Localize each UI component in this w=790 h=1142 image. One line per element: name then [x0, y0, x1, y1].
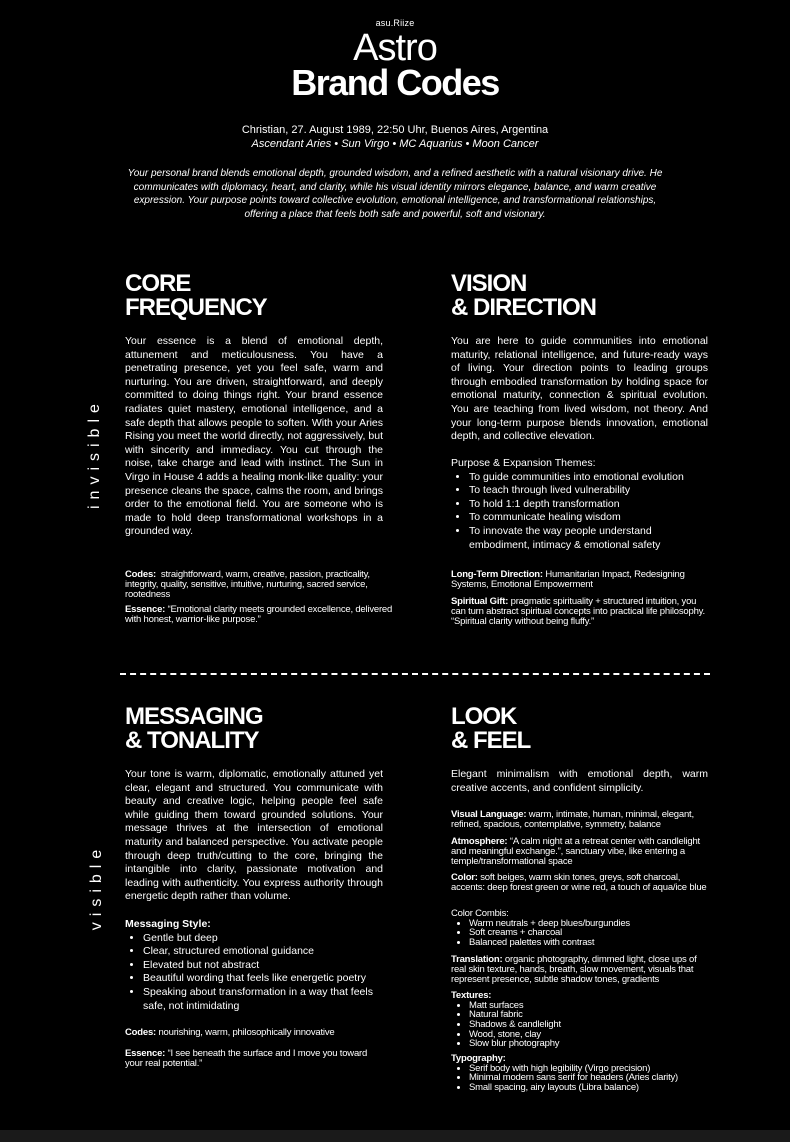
list-item: • Clear, structured emotional guidance	[143, 945, 385, 959]
messaging-tonality-title: MESSAGING & TONALITY	[125, 703, 263, 754]
list-item: • Soft creams + charcoal	[469, 928, 713, 938]
color-combis-list	[451, 919, 713, 948]
themes-list	[451, 471, 708, 553]
brand-name: asu.Riize	[375, 18, 415, 28]
themes-label: Purpose & Expansion Themes:	[451, 457, 596, 469]
textures-list	[451, 1001, 713, 1049]
list-item: • Beautiful wording that feels like energetic poetry	[143, 972, 385, 986]
color-combis: Color Combis: • Warm neutrals + deep blues/burgundies • Soft creams + charcoal • Balanced palettes with contrast	[451, 909, 713, 948]
messaging-essence: Essence: “I see beneath the surface and I move you toward your real potential.”	[125, 1048, 368, 1069]
visual-language: Visual Language: warm, intimate, human, minimal, elegant, refined, spacious, contemplative, symmetry, balance	[451, 809, 694, 830]
core-frequency-title: CORE FREQUENCY	[125, 270, 267, 321]
side-label-invisible: invisible	[86, 398, 103, 509]
bottom-strip	[0, 1130, 790, 1142]
typography-list	[451, 1064, 713, 1093]
messaging-style	[125, 918, 385, 1013]
list-item: • Matt surfaces	[469, 1001, 713, 1011]
list-item: • Speaking about transformation in a way that feels safe, not intimidating	[143, 986, 385, 1013]
look-feel-title: LOOK & FEEL	[451, 703, 531, 754]
list-item: • Elevated but not abstract	[143, 959, 385, 973]
core-essence: Essence: “Emotional clarity meets grounded excellence, delivered with honest, warrior-like purpose.”	[125, 604, 393, 625]
list-item: • To teach through lived vulnerability	[469, 484, 708, 498]
vision-body: You are here to guide communities into emotional maturity, relational intelligence, and future-ready ways of living. Your direction points to leading groups through embodied transformation by holding space for emotional maturity, connection & spiritual evolution. You are teaching from lived wisdom, not theory. And your long-term purpose blends innovation, emotional depth, and collective elevation.	[451, 335, 708, 443]
astro-signs: Ascendant Aries • Sun Virgo • MC Aquarius • Moon Cancer	[251, 138, 539, 150]
messaging-style-list	[125, 932, 385, 1014]
color: Color: soft beiges, warm skin tones, greys, soft charcoal, accents: deep forest green or wine red, a touch of aqua/ice blue	[451, 872, 707, 893]
messaging-codes: Codes: nourishing, warm, philosophically innovative	[125, 1027, 335, 1038]
spiritual-gift: Spiritual Gift: pragmatic spirituality + structured intuition, you can turn abstract spiritual concepts into practical life philosophy. “Spiritual clarity without being fluffy.”	[451, 596, 705, 627]
list-item: • Gentle but deep	[143, 932, 385, 946]
list-item: • Slow blur photography	[469, 1039, 713, 1049]
messaging-style-label: Messaging Style:	[125, 918, 211, 930]
side-label-visible: visible	[88, 843, 105, 931]
vision-themes	[451, 457, 708, 552]
list-item: • Minimal modern sans serif for headers (Aries clarity)	[469, 1073, 713, 1083]
translation: Translation: organic photography, dimmed light, close ups of real skin texture, hands, breath, slow movement, visuals that represent presence, subtle shadow tones, gradients	[451, 954, 697, 985]
messaging-body: Your tone is warm, diplomatic, emotionally attuned yet clear, elegant and structured. You communicate with beauty and creative logic, helping people feel safe while guiding them toward grounded solutions. Your message thrives at the intersection of emotional maturity and balanced perspective. You activate people through deep truth/cutting to the core, bringing the intangible into clarity, passionate motivation and leading with authenticity. You express authority through energetic depth rather than volume.	[125, 768, 383, 903]
vision-direction-title: VISION & DIRECTION	[451, 270, 596, 321]
look-body: Elegant minimalism with emotional depth, warm creative accents, and confident simplicity.	[451, 768, 708, 794]
dashed-divider	[120, 673, 710, 675]
list-item: • Warm neutrals + deep blues/burgundies	[469, 919, 713, 929]
list-item: • To hold 1:1 depth transformation	[469, 498, 708, 512]
list-item: • Shadows & candlelight	[469, 1020, 713, 1030]
list-item: • To guide communities into emotional evolution	[469, 471, 708, 485]
textures: Textures: • Matt surfaces • Natural fabric • Shadows & candlelight • Wood, stone, clay • Slow blur photography	[451, 991, 713, 1049]
title-astro: Astro	[353, 27, 437, 69]
intro-paragraph: Your personal brand blends emotional depth, grounded wisdom, and a refined aesthetic with a natural visionary drive. He communicates with diplomacy, heart, and clarity, while his visual identity mirrors elegance, balance, and warm creative expression. Your purpose points toward collective evolution, emotional intelligence, and transformational relationships, offering a place that feels both safe and powerful, soft and visionary.	[127, 168, 663, 220]
list-item: • Natural fabric	[469, 1010, 713, 1020]
list-item: • Wood, stone, clay	[469, 1030, 713, 1040]
title-brand-codes: Brand Codes	[291, 62, 499, 103]
list-item: • Serif body with high legibility (Virgo precision)	[469, 1064, 713, 1074]
list-item: • To innovate the way people understand embodiment, intimacy & emotional safety	[469, 525, 708, 552]
birth-info: Christian, 27. August 1989, 22:50 Uhr, Buenos Aires, Argentina	[241, 124, 549, 136]
typography: Typography: • Serif body with high legibility (Virgo precision) • Minimal modern sans serif for headers (Aries clarity) • Small spacing, airy layouts (Libra balance)	[451, 1054, 713, 1093]
core-frequency-body: Your essence is a blend of emotional depth, attunement and meticulousness. You have a penetrating presence, yet you feel safe, warm and nurturing. You are driven, straightforward, and deeply committed to doing things right. Your brand essence radiates quiet mastery, emotional intelligence, and a safe depth that allows people to soften. With your Aries Rising you meet the world directly, not aggressively, but with sincerity and immediacy. You cut through the noise, take charge and lead with instinct. The Sun in Virgo in House 4 adds a healing monk-like quality: your presence cleans the space, calms the room, and brings order to the emotional field. You are someone who is made to hold deep transformational workshops in a grounded way.	[125, 335, 383, 538]
list-item: • To communicate healing wisdom	[469, 511, 708, 525]
atmosphere: Atmosphere: “A calm night at a retreat center with candlelight and meaningful exchange.”, sanctuary vibe, like entering a temple/transformational space	[451, 836, 700, 867]
long-term-direction: Long-Term Direction: Humanitarian Impact, Redesigning Systems, Emotional Empowerment	[451, 569, 685, 590]
list-item: • Balanced palettes with contrast	[469, 938, 713, 948]
core-codes: Codes: straightforward, warm, creative, passion, practicality, integrity, quality, sensitive, intuitive, nurturing, sacred service, rootedness	[125, 569, 370, 600]
list-item: • Small spacing, airy layouts (Libra balance)	[469, 1083, 713, 1093]
